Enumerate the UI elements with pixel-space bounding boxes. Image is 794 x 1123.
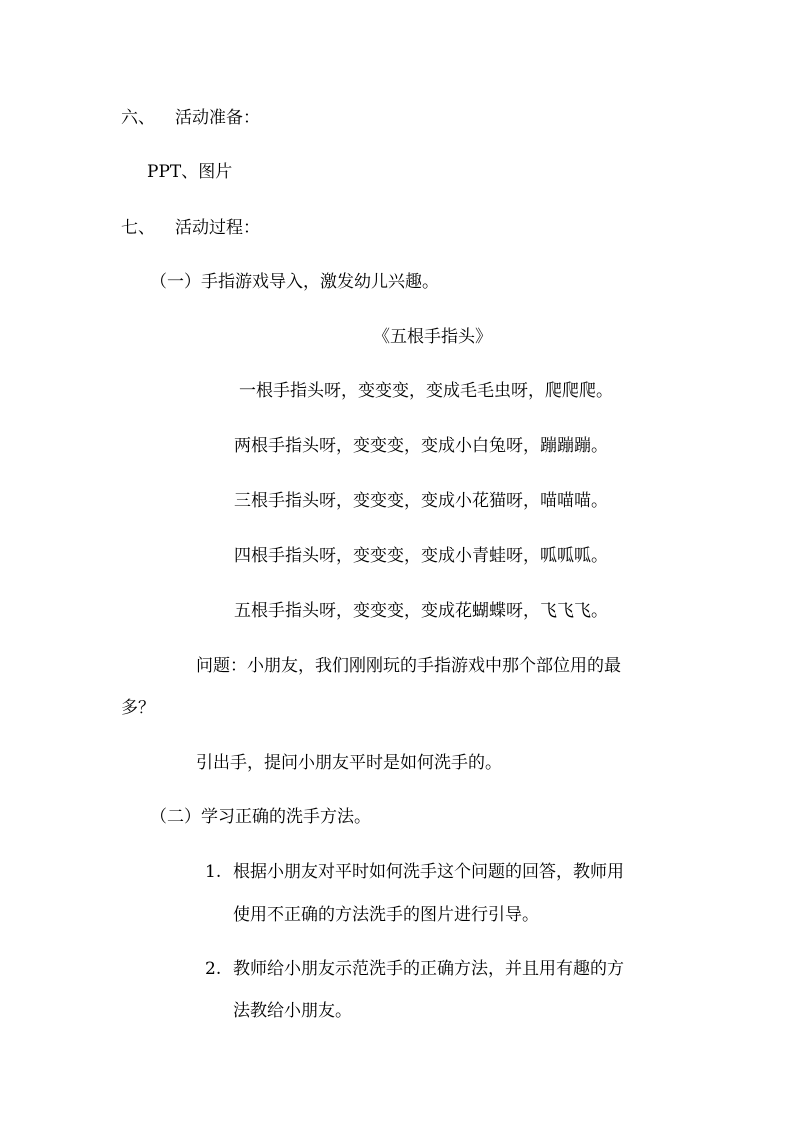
section-7-title: 活动过程：: [175, 218, 260, 238]
list-item-line-1: 教师给小朋友示范洗手的正确方法，并且用有趣的方: [233, 959, 624, 979]
part-1-heading: （一）手指游戏导入，激发幼儿兴趣。: [150, 272, 439, 292]
materials-text: PPT、图片: [147, 162, 233, 182]
lead-text: 引出手，提问小朋友平时是如何洗手的。: [196, 753, 502, 773]
list-item-number: 1.: [205, 862, 222, 882]
list-item-line-2: 法教给小朋友。: [233, 1001, 352, 1021]
section-7-number: 七、: [121, 218, 155, 238]
poem-line: 五根手指头呀，变变变，变成花蝴蝶呀，飞飞飞。: [234, 601, 608, 621]
section-6-title: 活动准备：: [175, 108, 260, 128]
poem-title: 《五根手指头》: [373, 327, 492, 347]
poem-line: 三根手指头呀，变变变，变成小花猫呀，喵喵喵。: [234, 491, 608, 511]
poem-line: 一根手指头呀，变变变，变成毛毛虫呀，爬爬爬。: [239, 381, 613, 401]
part-2-heading: （二）学习正确的洗手方法。: [150, 807, 371, 827]
list-item-line-2: 使用不正确的方法洗手的图片进行引导。: [233, 905, 539, 925]
section-6-number: 六、: [121, 108, 155, 128]
poem-line: 四根手指头呀，变变变，变成小青蛙呀，呱呱呱。: [234, 546, 608, 566]
question-line-1: 问题：小朋友，我们刚刚玩的手指游戏中那个部位用的最: [196, 656, 621, 676]
list-item-line-1: 根据小朋友对平时如何洗手这个问题的回答，教师用: [233, 862, 624, 882]
question-line-2: 多？: [121, 698, 155, 718]
list-item-number: 2.: [205, 959, 222, 979]
poem-line: 两根手指头呀，变变变，变成小白兔呀，蹦蹦蹦。: [234, 436, 608, 456]
